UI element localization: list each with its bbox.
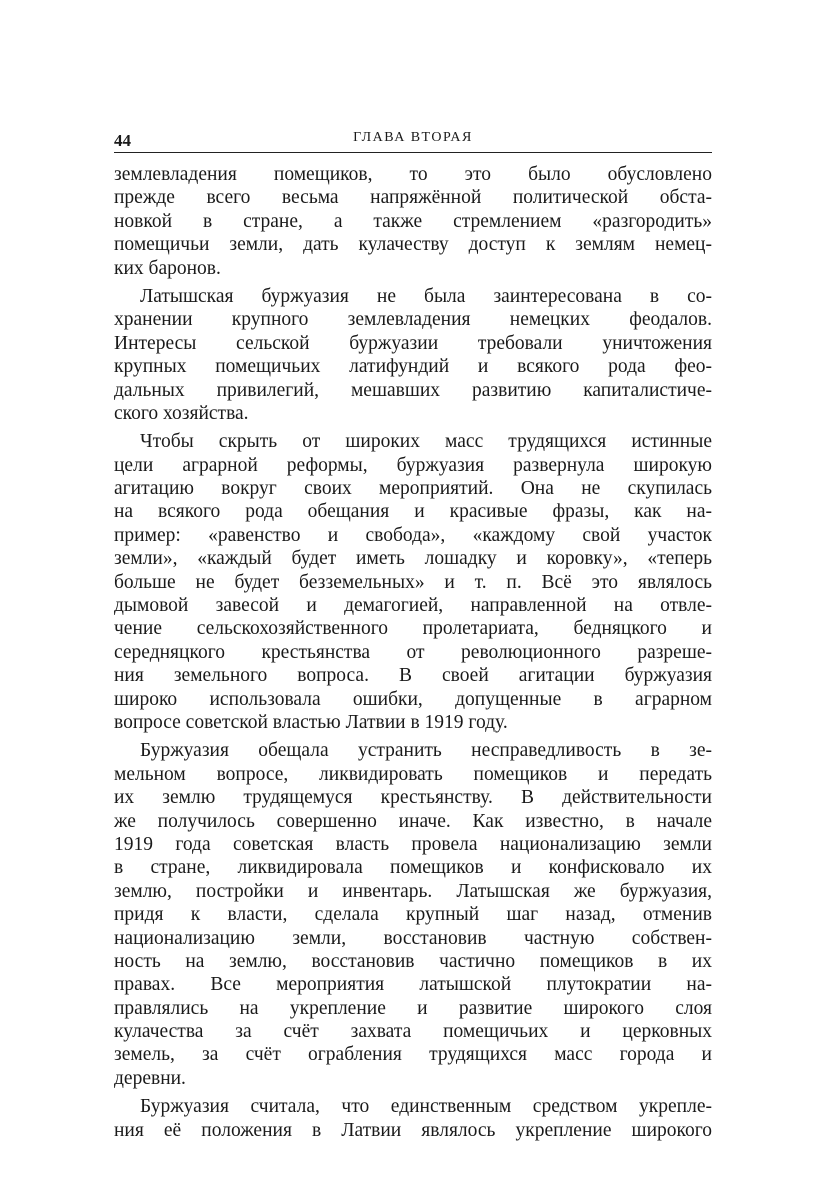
paragraph — [114, 430, 712, 734]
text-line: национализацию земли, восстановив частную собствен- — [114, 927, 712, 949]
text-line: мельном вопросе, ликвидировать помещиков и передать — [114, 763, 712, 785]
chapter-title: ГЛАВА ВТОРАЯ — [353, 130, 473, 145]
text-line: Буржуазия считала, что единственным средством укрепле- — [140, 1096, 712, 1118]
text-line: ния её положения в Латвии являлось укрепление широкого — [114, 1119, 712, 1141]
body-text — [114, 163, 712, 1142]
text-line: помещичьи земли, дать кулачеству доступ к землям немец- — [114, 234, 712, 256]
text-line: ского хозяйства. — [114, 402, 249, 424]
text-line: новкой в стране, а также стремлением «разгородить» — [114, 210, 712, 232]
page-number: 44 — [114, 131, 131, 150]
text-line: хранении крупного землевладения немецких феодалов. — [114, 309, 712, 331]
paragraph — [114, 163, 712, 280]
text-line: широко использовала ошибки, допущенные в аграрном — [114, 688, 712, 710]
text-line: дальных привилегий, мешавших развитию капиталистиче- — [114, 379, 712, 401]
text-line: 1919 года советская власть провела национализацию земли — [114, 833, 712, 855]
text-line: больше не будет безземельных» и т. п. Всё это являлось — [114, 571, 712, 593]
text-line: чение сельскохозяйственного пролетариата, бедняцкого и — [114, 618, 712, 640]
text-line: кулачества за счёт захвата помещичьих и церковных — [114, 1021, 712, 1043]
paragraph — [114, 285, 712, 425]
text-line: деревни. — [114, 1067, 186, 1089]
text-line: середняцкого крестьянства от революционного разреше- — [114, 641, 712, 663]
text-line: цели аграрной реформы, буржуазия развернула широкую — [114, 454, 712, 476]
text-line: на всякого рода обещания и красивые фразы, как на- — [114, 501, 712, 523]
text-line: земли», «каждый будет иметь лошадку и коровку», «теперь — [114, 548, 712, 570]
text-line: дымовой завесой и демагогией, направленной на отвле- — [114, 595, 712, 617]
text-line: же получилось совершенно иначе. Как известно, в начале — [114, 810, 712, 832]
text-line: в стране, ликвидировала помещиков и конфисковало их — [114, 857, 712, 879]
text-line: пример: «равенство и свобода», «каждому свой участок — [114, 524, 712, 546]
running-head — [114, 124, 712, 153]
text-line: прежде всего весьма напряжённой политической обста- — [114, 187, 712, 209]
text-line: ких баронов. — [114, 257, 221, 279]
text-line: ния земельного вопроса. В своей агитации буржуазия — [114, 665, 712, 687]
text-line: правлялись на укрепление и развитие широкого слоя — [114, 997, 712, 1019]
text-line: землевладения помещиков, то это было обусловлено — [114, 164, 712, 185]
text-line: Чтобы скрыть от широких масс трудящихся истинные — [140, 431, 712, 453]
text-line: земель, за счёт ограбления трудящихся масс города и — [114, 1044, 712, 1066]
text-line: их землю трудящемуся крестьянству. В действительности — [114, 787, 712, 809]
text-line: правах. Все мероприятия латышской плутократии на- — [114, 974, 712, 996]
book-page — [114, 124, 712, 1142]
text-line: вопросе советской властью Латвии в 1919 году. — [114, 711, 508, 733]
paragraph — [114, 1095, 712, 1142]
text-line: Интересы сельской буржуазии требовали уничтожения — [114, 332, 712, 354]
text-line: ность на землю, восстановив частично помещиков в их — [114, 950, 712, 972]
text-line: землю, постройки и инвентарь. Латышская же буржуазия, — [114, 880, 712, 902]
text-line: Буржуазия обещала устранить несправедливость в зе- — [140, 740, 712, 762]
text-line: агитацию вокруг своих мероприятий. Она не скупилась — [114, 478, 712, 500]
text-line: крупных помещичьих латифундий и всякого рода фео- — [114, 356, 712, 378]
paragraph — [114, 739, 712, 1090]
text-line: придя к власти, сделала крупный шаг назад, отменив — [114, 904, 712, 926]
text-line: Латышская буржуазия не была заинтересована в со- — [140, 285, 712, 307]
